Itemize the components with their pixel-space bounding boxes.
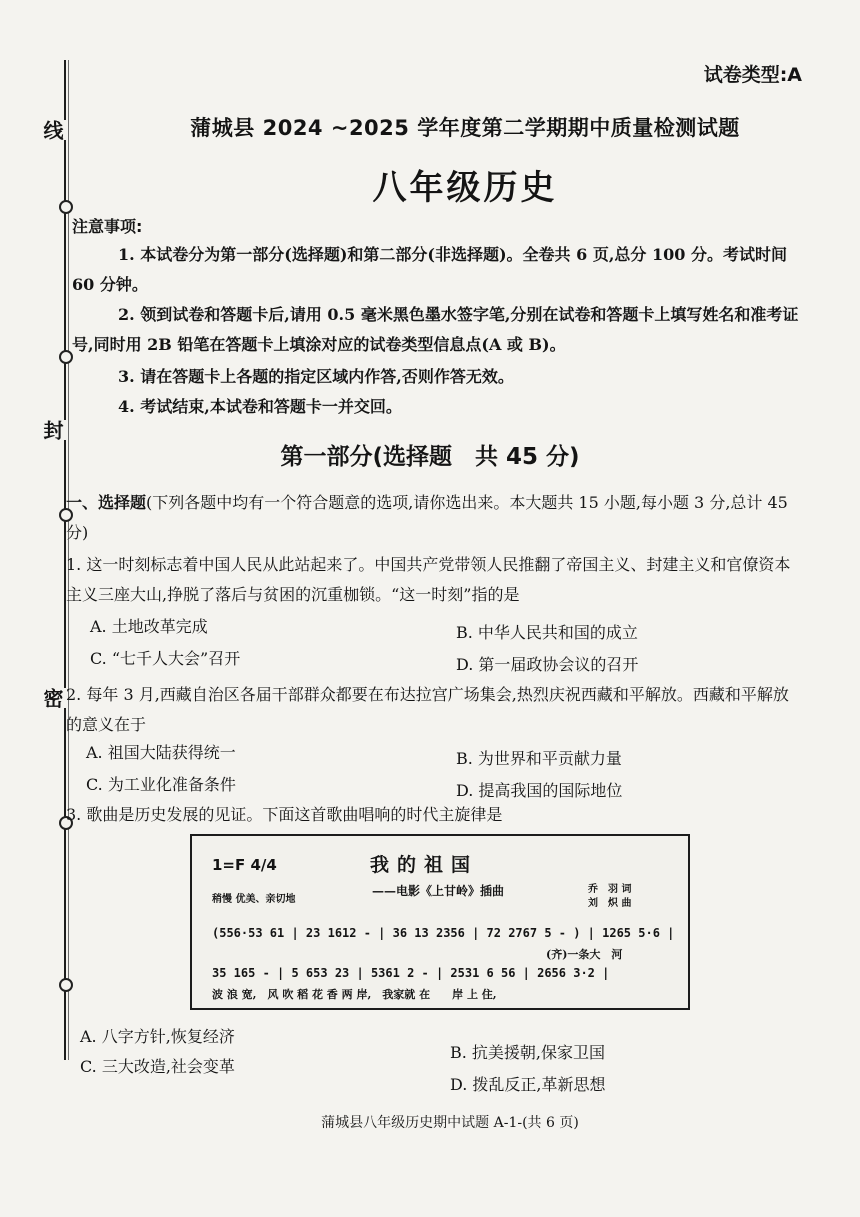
q2-option-a: A. 祖国大陆获得统一 bbox=[86, 743, 236, 762]
music-score-figure bbox=[190, 834, 690, 1010]
binding-label-feng: 封 bbox=[38, 420, 67, 440]
exam-type-label: 试卷类型:A bbox=[703, 64, 802, 86]
score-movie-caption: ——电影《上甘岭》插曲 bbox=[372, 884, 505, 898]
score-key-signature: 1=F 4/4 bbox=[212, 856, 277, 874]
score-notation-line-1: (556·53 61 | 23 1612 - | 36 13 2356 | 72 2767 5 - ) | 1265 5·6 | bbox=[212, 926, 675, 940]
q2-option-c: C. 为工业化准备条件 bbox=[86, 775, 236, 794]
page-footer: 蒲城县八年级历史期中试题 A-1-(共 6 页) bbox=[321, 1115, 579, 1131]
q1-option-d: D. 第一届政协会议的召开 bbox=[456, 655, 639, 674]
q3-option-a: A. 八字方针,恢复经济 bbox=[80, 1027, 235, 1046]
q2-option-d: D. 提高我国的国际地位 bbox=[456, 781, 623, 800]
notes-heading: 注意事项: bbox=[72, 217, 143, 236]
q3-option-d: D. 拨乱反正,革新思想 bbox=[450, 1075, 606, 1094]
question-1-stem: 1. 这一时刻标志着中国人民从此站起来了。中国共产党带领人民推翻了帝国主义、封建主义和官僚资本主义三座大山,挣脱了落后与贫困的沉重枷锁。“这一时刻”指的是 bbox=[66, 555, 791, 604]
score-notation-line-2: 35 165 - | 5 653 23 | 5361 2 - | 2531 6 56 | 2656 3·2 | bbox=[212, 966, 610, 980]
q3-option-c: C. 三大改造,社会变革 bbox=[80, 1057, 235, 1076]
score-composer: 刘 炽 曲 bbox=[588, 898, 632, 909]
part-one-title: 第一部分(选择题 共 45 分) bbox=[280, 444, 580, 470]
score-lyric-line-2: 波 浪 宽, 风 吹 稻 花 香 两 岸, 我家就 在 岸 上 住, bbox=[212, 988, 497, 1001]
score-song-title: 我的祖国 bbox=[370, 854, 479, 876]
section-text: (下列各题中均有一个符合题意的选项,请你选出来。本大题共 15 小题,每小题 3 分,总计 45 分) bbox=[66, 493, 788, 542]
note-item: 4. 考试结束,本试卷和答题卡一并交回。 bbox=[118, 397, 402, 416]
question-2-stem: 2. 每年 3 月,西藏自治区各届干部群众都要在布达拉宫广场集会,热烈庆祝西藏和平解放。西藏和平解放的意义在于 bbox=[66, 685, 789, 734]
binding-hole bbox=[59, 350, 73, 364]
q1-option-a: A. 土地改革完成 bbox=[90, 617, 208, 636]
subject-title: 八年级历史 bbox=[372, 168, 558, 208]
score-lyricist: 乔 羽 词 bbox=[588, 884, 632, 895]
binding-label-xian: 线 bbox=[38, 120, 67, 140]
q2-option-b: B. 为世界和平贡献力量 bbox=[456, 749, 622, 768]
binding-hole bbox=[59, 978, 73, 992]
question-3-stem: 3. 歌曲是历史发展的见证。下面这首歌曲唱响的时代主旋律是 bbox=[66, 805, 503, 824]
section-label: 一、选择题 bbox=[66, 493, 147, 512]
q1-option-c: C. “七千人大会”召开 bbox=[90, 649, 241, 668]
note-item: 2. 领到试卷和答题卡后,请用 0.5 毫米黑色墨水签字笔,分别在试卷和答题卡上填写姓名和准考证号,同时用 2B 铅笔在答题卡上填涂对应的试卷类型信息点(A 或 B)。 bbox=[72, 305, 799, 354]
score-lyric-line-1: (齐)一条大 河 bbox=[546, 948, 623, 961]
binding-hole bbox=[59, 200, 73, 214]
q3-option-b: B. 抗美援朝,保家卫国 bbox=[450, 1043, 606, 1062]
section-instructions bbox=[66, 488, 804, 548]
binding-label-mi: 密 bbox=[38, 688, 67, 708]
exam-title: 蒲城县 2024 ~2025 学年度第二学期期中质量检测试题 bbox=[190, 116, 740, 140]
note-item: 1. 本试卷分为第一部分(选择题)和第二部分(非选择题)。全卷共 6 页,总分 100 分。考试时间 60 分钟。 bbox=[72, 245, 787, 294]
score-tempo-marking: 稍慢 优美、亲切地 bbox=[212, 894, 296, 905]
q1-option-b: B. 中华人民共和国的成立 bbox=[456, 623, 638, 642]
note-item: 3. 请在答题卡上各题的指定区域内作答,否则作答无效。 bbox=[118, 367, 514, 386]
